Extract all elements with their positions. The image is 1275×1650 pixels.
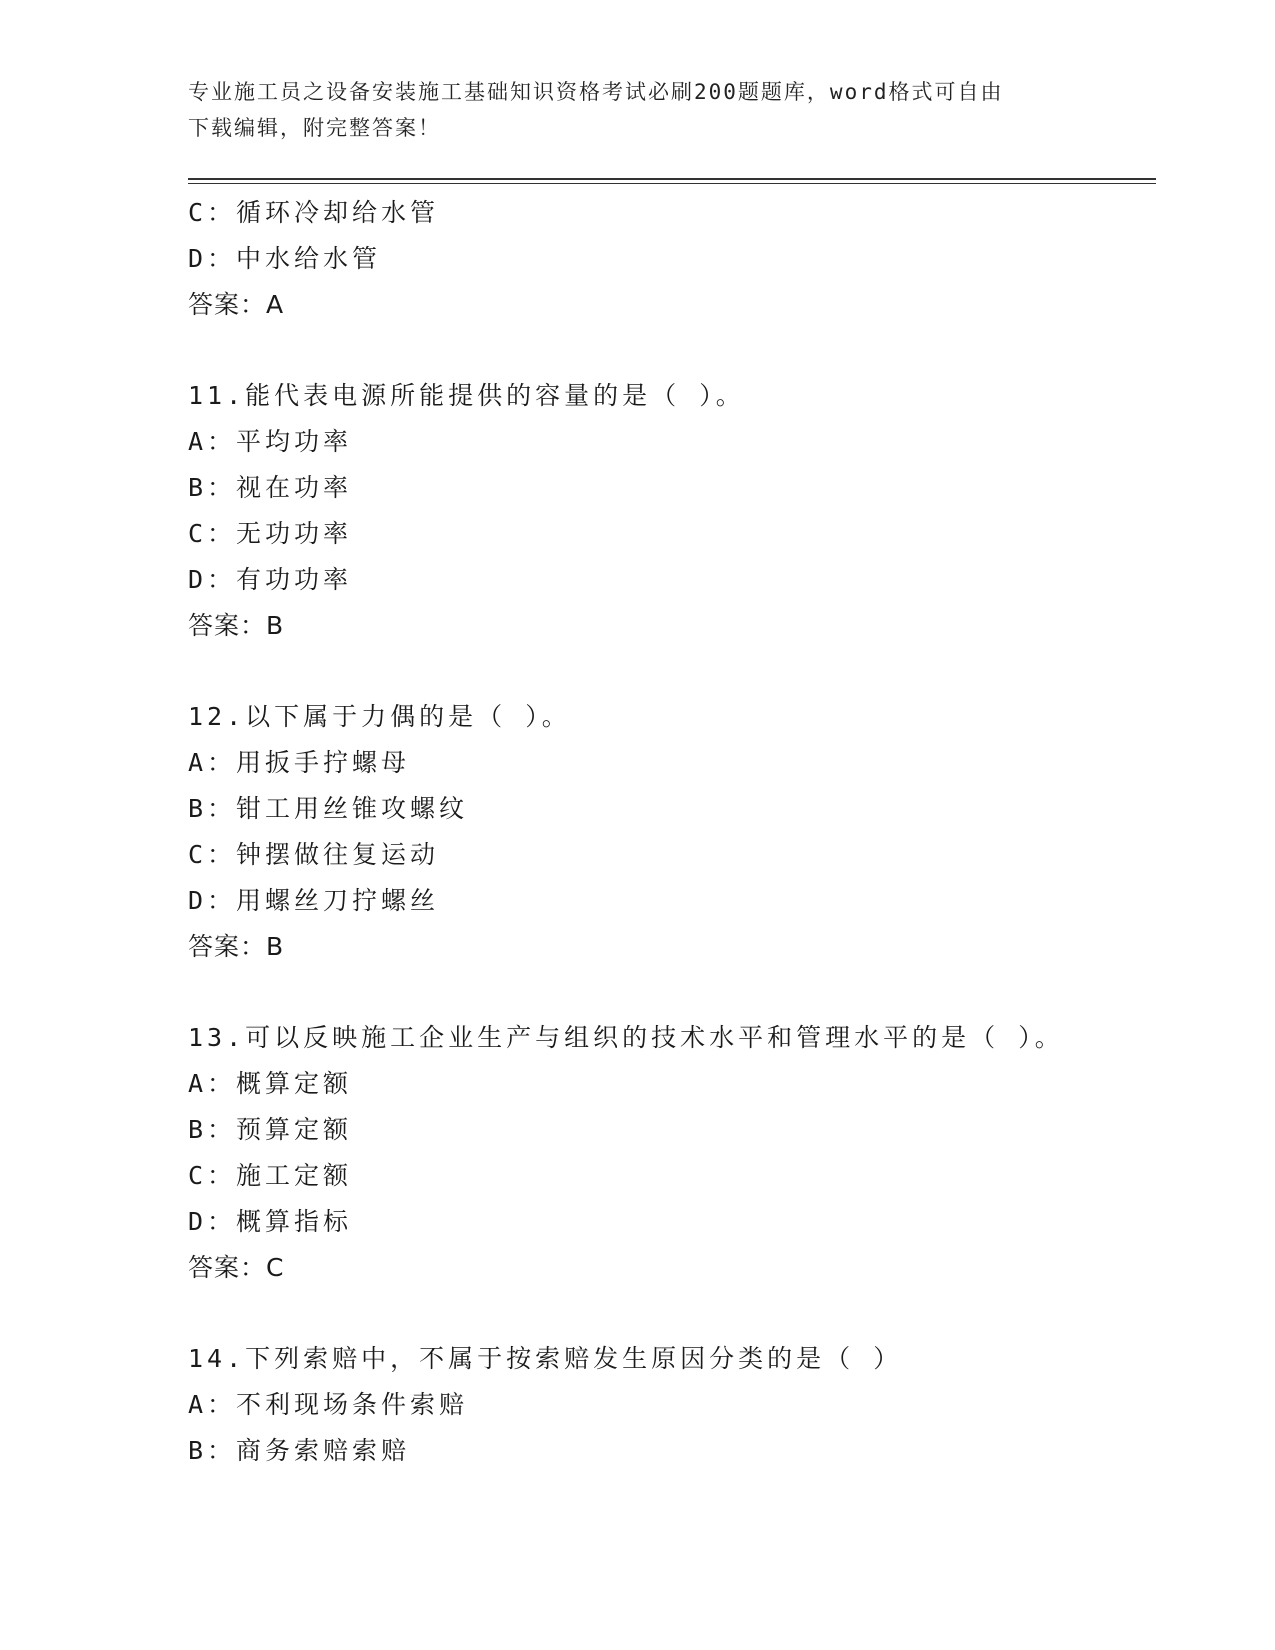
option-d: D：用螺丝刀拧螺丝 [188,886,440,915]
question-block-11 [188,373,1168,649]
option-c: C：循环冷却给水管 [188,198,440,227]
question-stem: 11.能代表电源所能提供的容量的是（ ）。 [188,381,745,410]
option-a: A：用扳手拧螺母 [188,748,411,777]
question-stem: 12.以下属于力偶的是（ ）。 [188,702,571,731]
header-line-2: 下载编辑，附完整答案！ [188,116,441,140]
question-stem: 14.下列索赔中，不属于按索赔发生原因分类的是（ ） [188,1344,903,1373]
option-c: C：无功功率 [188,519,353,548]
answer-line: 答案：C [188,1253,285,1282]
document-header [188,74,1068,146]
option-b: B：商务索赔索赔 [188,1436,411,1465]
option-d: D：概算指标 [188,1207,353,1236]
question-block-12 [188,694,1168,970]
option-c: C：施工定额 [188,1161,353,1190]
question-block-14 [188,1336,1168,1474]
answer-line: 答案：A [188,290,285,319]
option-b: B：视在功率 [188,473,353,502]
header-divider-thick [188,178,1156,180]
option-d: D：中水给水管 [188,244,382,273]
option-c: C：钟摆做往复运动 [188,840,440,869]
question-block-13 [188,1015,1168,1291]
header-divider-thin [188,183,1156,184]
option-b: B：钳工用丝锥攻螺纹 [188,794,469,823]
question-block-prev [188,190,1168,328]
option-d: D：有功功率 [188,565,353,594]
answer-line: 答案：B [188,611,285,640]
question-stem: 13.可以反映施工企业生产与组织的技术水平和管理水平的是（ ）。 [188,1023,1064,1052]
option-a: A：不利现场条件索赔 [188,1390,469,1419]
answer-line: 答案：B [188,932,285,961]
question-list [188,190,1168,1474]
option-b: B：预算定额 [188,1115,353,1144]
option-a: A：概算定额 [188,1069,353,1098]
header-line-1: 专业施工员之设备安装施工基础知识资格考试必刷200题题库，word格式可自由 [188,80,1004,104]
option-a: A：平均功率 [188,427,353,456]
